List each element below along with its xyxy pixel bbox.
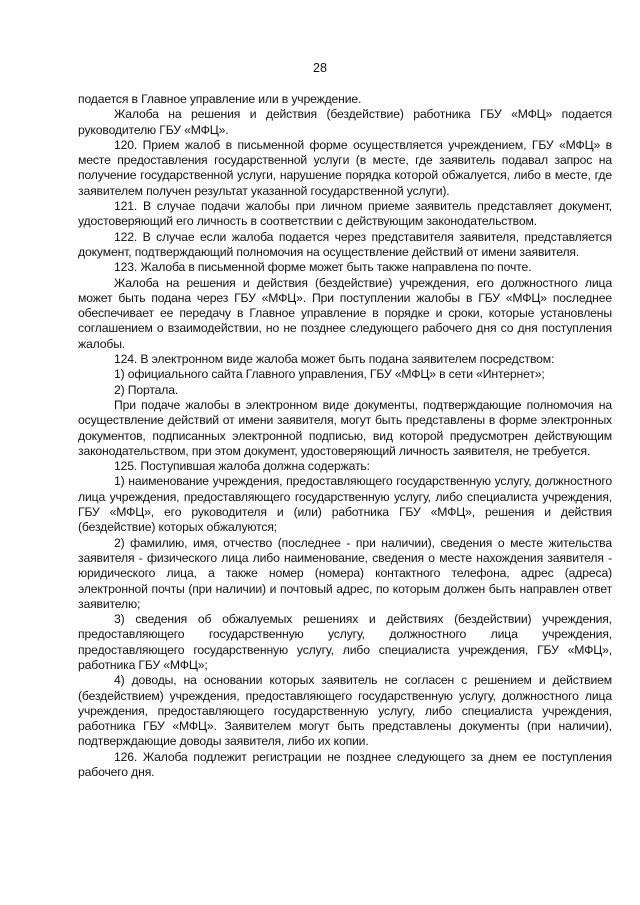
paragraph: подается в Главное управление или в учреждение.: [78, 92, 362, 106]
paragraph: Жалоба на решения и действия (бездействие) работника ГБУ «МФЦ» подается руководителю ГБУ «МФЦ».: [78, 107, 612, 137]
list-item: 1) наименование учреждения, предоставляющего государственную услугу, должностного лица учреждения, предоставляющего государственную услугу, либо специалиста учреждения, ГБУ «МФЦ», его руководителя и (или) работника ГБУ «МФЦ», решения и действия (бездействие) которых обжалуются;: [78, 474, 612, 535]
list-item: 2) Портала.: [114, 382, 179, 397]
paragraph: 121. В случае подачи жалобы при личном приеме заявитель представляет документ, удостоверяющий его личность в соответствии с действующим законодательством.: [78, 199, 612, 229]
paragraph: 122. В случае если жалоба подается через представителя заявителя, представляется документ, подтверждающий полномочия на осуществление действий от имени заявителя.: [78, 229, 612, 259]
document-body: [78, 92, 612, 780]
paragraph: 120. Прием жалоб в письменной форме осуществляется учреждением, ГБУ «МФЦ» в месте предоставления государственной услуги (в месте, где заявитель подавал запрос на получение государственной услуги, нарушение порядка которой обжалуется, либо в месте, где заявителем получен результат указанной государственной услуги).: [78, 137, 612, 198]
paragraph: Жалоба на решения и действия (бездействие) учреждения, его должностного лица может быть подана через ГБУ «МФЦ». При поступлении жалобы в ГБУ «МФЦ» последнее обеспечивает ее передачу в Главное управление в порядке и сроки, которые установлены соглашением о взаимодействии, но не позднее следующего рабочего дня со дня поступления жалобы.: [78, 275, 612, 351]
list-item: 1) официального сайта Главного управления, ГБУ «МФЦ» в сети «Интернет»;: [114, 367, 545, 382]
paragraph: При подаче жалобы в электронном виде документы, подтверждающие полномочия на осуществление действий от имени заявителя, могут быть представлены в форме электронных документов, подписанных электронной подписью, вид которой предусмотрен действующим законодательством, при этом документ, удостоверяющий личность заявителя, не требуется.: [78, 397, 612, 458]
list-item: 4) доводы, на основании которых заявитель не согласен с решением и действием (бездействием) учреждения, предоставляющего государственную услугу, должностного лица учреждения, предоставляющего государственную услугу, либо специалиста учреждения, работника ГБУ «МФЦ». Заявителем могут быть представлены документы (при наличии), подтверждающие доводы заявителя, либо их копии.: [78, 673, 612, 749]
paragraph: 126. Жалоба подлежит регистрации не позднее следующего за днем ее поступления рабочего дня.: [78, 749, 612, 780]
page-number: 28: [313, 61, 327, 75]
paragraph: 125. Поступившая жалоба должна содержать:: [114, 459, 370, 474]
list-item: 2) фамилию, имя, отчество (последнее - при наличии), сведения о месте жительства заявителя - физического лица либо наименование, сведения о месте нахождения заявителя - юридического лица, а также номер (номера) контактного телефона, адрес (адреса) электронной почты (при наличии) и почтовый адрес, по которым должен быть направлен ответ заявителю;: [78, 535, 612, 611]
paragraph: 124. В электронном виде жалоба может быть подана заявителем посредством:: [114, 352, 555, 367]
paragraph: 123. Жалоба в письменной форме может быть также направлена по почте.: [114, 260, 532, 275]
list-item: 3) сведения об обжалуемых решениях и действиях (бездействии) учреждения, предоставляющего государственную услугу, должностного лица учреждения, предоставляющего государственную услугу, либо специалиста учреждения, ГБУ «МФЦ», работника ГБУ «МФЦ»;: [78, 612, 612, 672]
